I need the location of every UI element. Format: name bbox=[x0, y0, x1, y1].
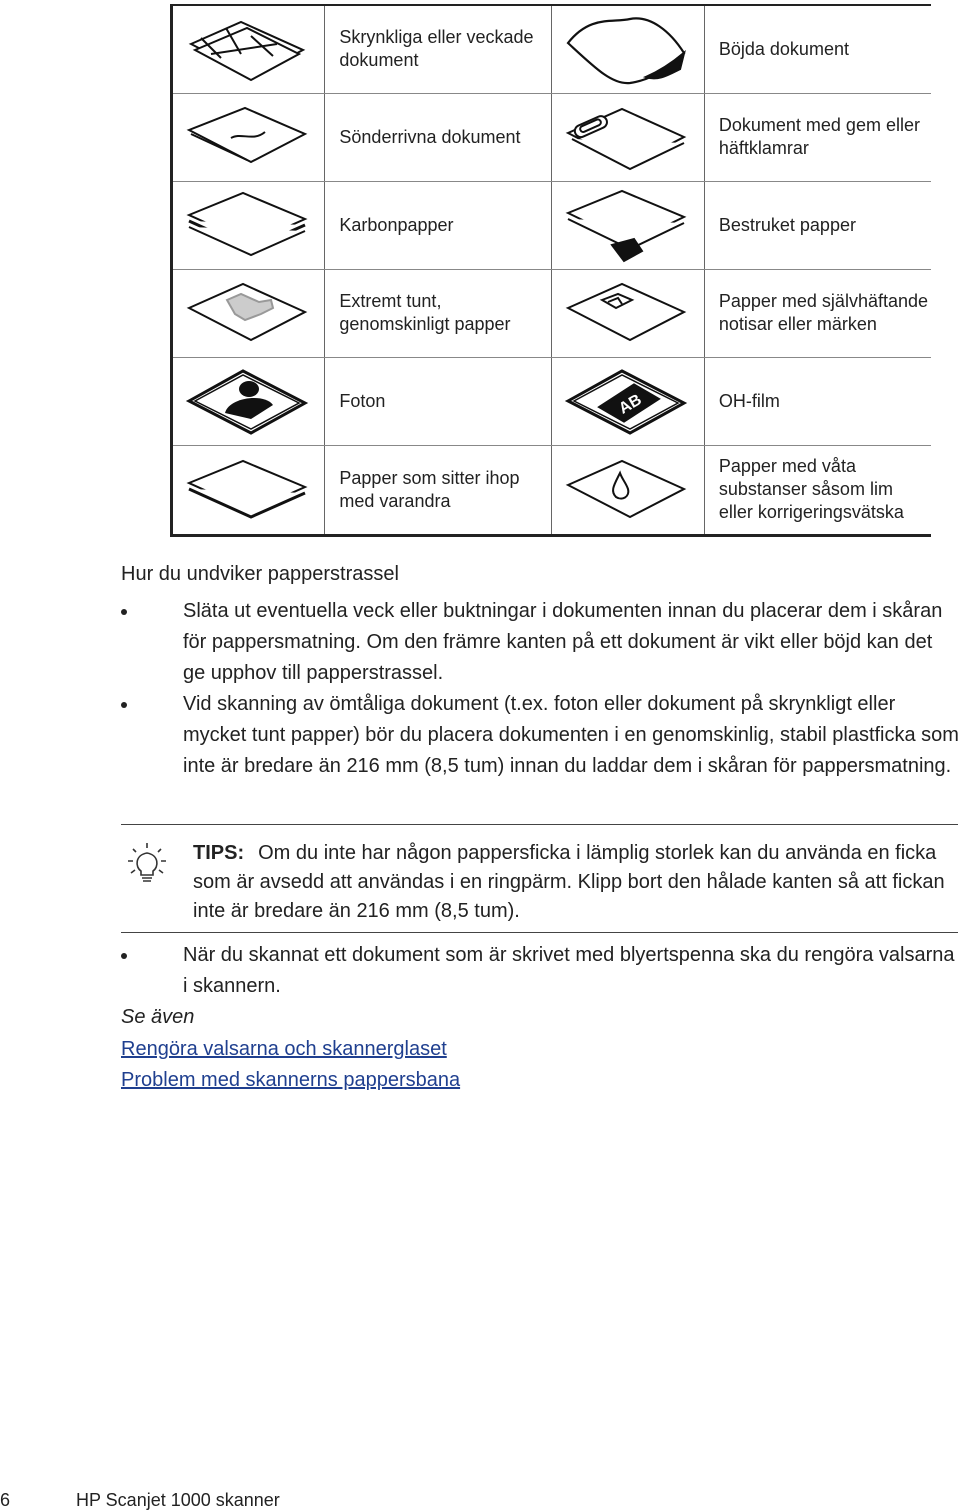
bullet-dot bbox=[121, 702, 127, 708]
see-also-label: Se även bbox=[121, 1006, 195, 1028]
bullet-dot bbox=[121, 953, 127, 959]
sticky-notes-icon bbox=[552, 269, 704, 357]
label-wet: Papper med våta substanser såsom lim eller korrigeringsvätska bbox=[704, 445, 931, 535]
coated-paper-icon bbox=[552, 181, 704, 269]
label-sticky: Papper med självhäftande notisar eller märken bbox=[704, 269, 931, 357]
bullet-list-2 bbox=[121, 940, 960, 1002]
torn-paper-icon bbox=[172, 93, 325, 181]
photo-icon bbox=[172, 357, 325, 445]
stuck-paper-icon bbox=[172, 445, 325, 535]
wrinkled-paper-icon bbox=[172, 5, 325, 93]
label-transparency: OH-film bbox=[704, 357, 931, 445]
page-number: 6 bbox=[0, 1490, 11, 1510]
link-paper-path-problems[interactable]: Problem med skannerns pappersbana bbox=[121, 1069, 461, 1091]
footer-title: HP Scanjet 1000 skanner bbox=[76, 1490, 280, 1510]
paper-types-table bbox=[170, 4, 931, 537]
label-coated: Bestruket papper bbox=[704, 181, 931, 269]
carbon-paper-icon bbox=[172, 181, 325, 269]
bullet-dot bbox=[121, 609, 127, 615]
list-item: När du skannat ett dokument som är skrivet med blyertspenna ska du rengöra valsarna i skannern. bbox=[121, 940, 960, 1002]
curled-paper-icon bbox=[552, 5, 704, 93]
link-clean-rollers[interactable]: Rengöra valsarna och skannerglaset bbox=[121, 1038, 447, 1060]
label-photo: Foton bbox=[325, 357, 552, 445]
wet-substance-icon bbox=[552, 445, 704, 535]
paperclip-icon bbox=[552, 93, 704, 181]
label-torn: Sönderrivna dokument bbox=[325, 93, 552, 181]
thin-paper-icon bbox=[172, 269, 325, 357]
tip-box bbox=[121, 824, 958, 933]
transparency-icon bbox=[552, 357, 704, 445]
label-thin: Extremt tunt, genomskinligt papper bbox=[325, 269, 552, 357]
svg-text:AB: AB bbox=[616, 391, 646, 418]
label-stuck: Papper som sitter ihop med varandra bbox=[325, 445, 552, 535]
label-curled: Böjda dokument bbox=[704, 5, 931, 93]
list-item: Släta ut eventuella veck eller buktningar i dokumenten innan du placerar dem i skåran för pappersmatning. Om den främre kanten på ett dokument är vikt eller böjd kan det ge upphov till papperstrassel. bbox=[121, 596, 960, 689]
label-paperclip: Dokument med gem eller häftklamrar bbox=[704, 93, 931, 181]
label-wrinkled: Skrynkliga eller veckade dokument bbox=[325, 5, 552, 93]
tip-text: TIPS: Om du inte har någon pappersficka i lämplig storlek kan du använda en ficka som är avsedd att användas i en ringpärm. Klipp bort den hålade kanten så att fickan inte är bredare än 216 mm (8,5 tum). bbox=[193, 842, 945, 922]
list-item: Vid skanning av ömtåliga dokument (t.ex. foton eller dokument på skrynkligt eller mycket tunt papper) bör du placera dokumenten i en genomskinlig, stabil plastficka som inte är bredare än 216 mm (8,5 tum) innan du laddar dem i skåran för pappersmatning. bbox=[121, 689, 960, 782]
label-carbon: Karbonpapper bbox=[325, 181, 552, 269]
lightbulb-icon bbox=[127, 841, 167, 890]
bullet-list bbox=[121, 596, 960, 782]
tip-label: TIPS: bbox=[193, 842, 245, 864]
section-heading: Hur du undviker papperstrassel bbox=[121, 563, 399, 585]
